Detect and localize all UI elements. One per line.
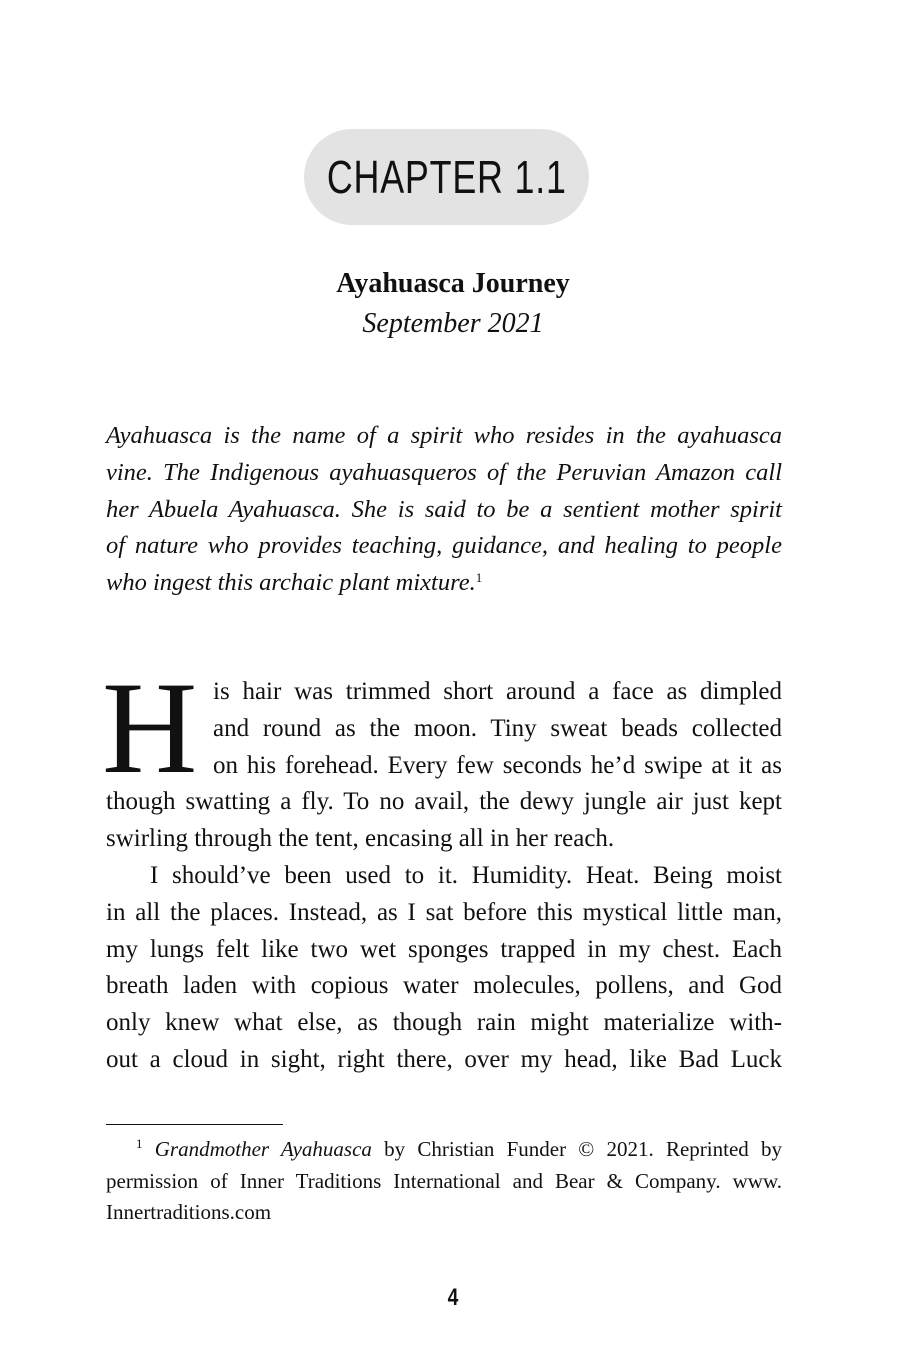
body-line: is hair was trimmed short around a face as dimpled — [213, 678, 782, 705]
epigraph-line: vine. The Indigenous ayahuasqueros of the Peruvian Amazon call — [106, 458, 782, 486]
body-line: though swatting a fly. To no avail, the dewy jungle air just kept — [106, 788, 782, 816]
epigraph-text: who ingest this archaic plant mixture. — [106, 569, 476, 597]
body-line: breath laden with copious water molecules, pollens, and God — [106, 972, 782, 1000]
page-number: 4 — [447, 1284, 459, 1311]
body-line: in all the places. Instead, as I sat before this mystical little man, — [106, 898, 782, 926]
footnote-ref: 1 — [475, 570, 483, 586]
body-line: my lungs felt like two wet sponges trapped in my chest. Each — [106, 935, 782, 963]
chapter-label: CHAPTER 1.1 — [326, 151, 567, 203]
drop-cap: H — [102, 654, 198, 801]
footnote-mark: 1 — [136, 1136, 143, 1151]
chapter-date: September 2021 — [362, 308, 544, 339]
chapter-badge — [304, 129, 589, 225]
epigraph-line: of nature who provides teaching, guidance, and healing to people — [106, 532, 782, 560]
body-line: only knew what else, as though rain might materialize with- — [106, 1009, 782, 1037]
chapter-title: Ayahuasca Journey — [336, 268, 570, 299]
footnote-line — [106, 1134, 782, 1166]
body-text — [106, 674, 782, 1079]
epigraph-line-last — [106, 565, 782, 602]
footnote-book-title: Grandmother Ayahuasca — [154, 1137, 372, 1161]
epigraph-line: Ayahuasca is the name of a spirit who resides in the ayahuasca — [106, 422, 782, 449]
body-line: on his forehead. Every few seconds he’d swipe at it as — [213, 751, 782, 779]
footnote-text: by Christian Funder © 2021. Reprinted by — [371, 1137, 783, 1161]
epigraph-line: her Abuela Ayahuasca. She is said to be a sentient mother spirit — [106, 495, 782, 523]
footnote-rule — [106, 1124, 283, 1125]
footnote-line: Innertraditions.com — [106, 1200, 272, 1224]
footnote — [106, 1134, 782, 1229]
body-line: swirling through the tent, encasing all in her reach. — [106, 825, 615, 853]
footnote-line: permission of Inner Traditions International and Bear & Company. www. — [106, 1168, 782, 1193]
body-line: out a cloud in sight, right there, over my head, like Bad Luck — [106, 1045, 782, 1073]
body-line: I should’ve been used to it. Humidity. Heat. Being moist — [150, 861, 782, 889]
body-line: and round as the moon. Tiny sweat beads collected — [213, 714, 782, 742]
epigraph — [106, 418, 782, 602]
